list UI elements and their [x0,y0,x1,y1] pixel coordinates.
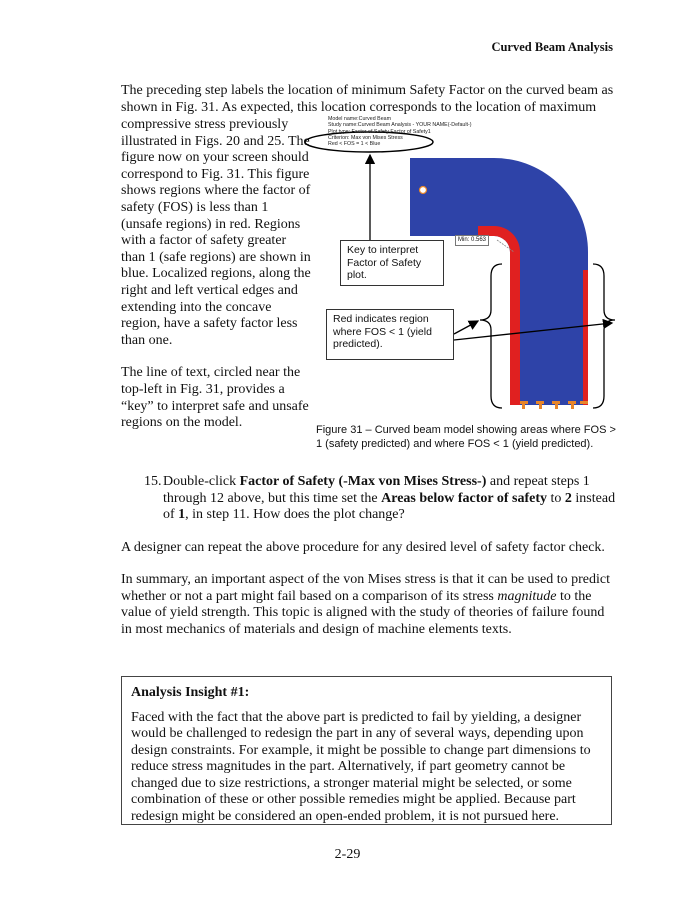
summary-text: to the value of yield strength. This topic is aligned with the study of theories of failure found in most mechanics of materials and design of machine elements texts. [121,588,605,637]
step-15 [146,474,616,524]
step-bold-term: 1 [178,507,186,522]
step-15-text [163,474,616,524]
step-text: instead of [163,490,616,522]
callout-key: Key to interpret Factor of Safety plot. [340,240,444,286]
model-info-line: Model name:Curved Beam [328,116,392,122]
left-paragraph-1: compressive stress previously illustrated in Figs. 20 and 25. The figure now on your screen should correspond to Fig. 31. This figure shows regions where the factor of safety (FOS) is less than 1 (unsafe regions) in red. Regions with a factor of safety greater than 1 (safe regions) are shown in blue. Localized regions, along the right and left vertical edges and extending into the concave region, have a safety factor less than one. [121,117,311,348]
min-value-label: Min: 0.563 [455,235,489,246]
insight-body: Faced with the fact that the above part is predicted to fail by yielding, a designer would be challenged to redesign the part in any of several ways, depending upon design constraints. For example, it might be possible to change part dimensions to reduce stress magnitudes in the part. Alternatively, if part geometry cannot be changed due to size restrictions, a stronger material might be selected, or some combination of these or other possible remedies might be applied. Because part redesign might be considered an open-ended problem, it is not pursued here. [131,709,591,824]
red-arrow-inner [454,321,478,334]
figure-caption: Figure 31 – Curved beam model showing areas where FOS > 1 (safety predicted) and where FOS < 1 (yield predicted). [316,424,616,450]
step-text: and repeat steps 1 through 12 above, but this time set the [163,474,590,506]
summary-paragraph [121,572,617,638]
step-text: , in step 11. How does the plot change? [185,507,405,522]
analysis-insight-box [121,676,612,825]
model-info-key-line: Red < FOS = 1 < Blue [328,141,381,148]
model-info [328,116,472,147]
model-info-line: Study name:Curved Beam Analysis - YOUR NAME(-Default-) [328,122,472,129]
designer-paragraph: A designer can repeat the above procedure for any desired level of safety factor check. [121,540,605,555]
step-number: 15. [144,474,162,489]
beam-hole-marker [420,187,427,194]
step-bold-term: Areas below factor of safety [381,490,548,506]
summary-text: In summary, an important aspect of the von Mises stress is that it can be used to predict whether or not a part might fail based on a comparison of its stress [121,572,610,604]
left-paragraph-2: The line of text, circled near the top-left in Fig. 31, provides a “key” to interpret safe and unsafe regions on the model. [121,365,309,431]
step-bold-term: Factor of Safety (-Max von Mises Stress-) [239,474,487,489]
insight-title: Analysis Insight #1: [131,685,250,700]
model-info-line: Plot type: Factor of Safety Factor of Safety1 [328,128,431,135]
step-text: Double-click [163,474,240,489]
model-info-line: Criterion: Max von Mises Stress [328,134,403,141]
callout-red: Red indicates region where FOS < 1 (yield predicted). [326,309,454,360]
beam-unsafe-outer [583,270,588,405]
step-bold-term: 2 [564,490,572,506]
intro-line-2: shown in Fig. 31. As expected, this location corresponds to the location of maximum [121,100,597,115]
summary-italic: magnitude [497,588,557,604]
beam-unsafe-inner [478,226,520,405]
page-number: 2-29 [334,847,361,862]
intro-line-1: The preceding step labels the location of minimum Safety Factor on the curved beam as [121,83,614,98]
step-text: to [547,490,565,506]
running-header: Curved Beam Analysis [491,40,613,54]
outer-brace [593,264,615,408]
